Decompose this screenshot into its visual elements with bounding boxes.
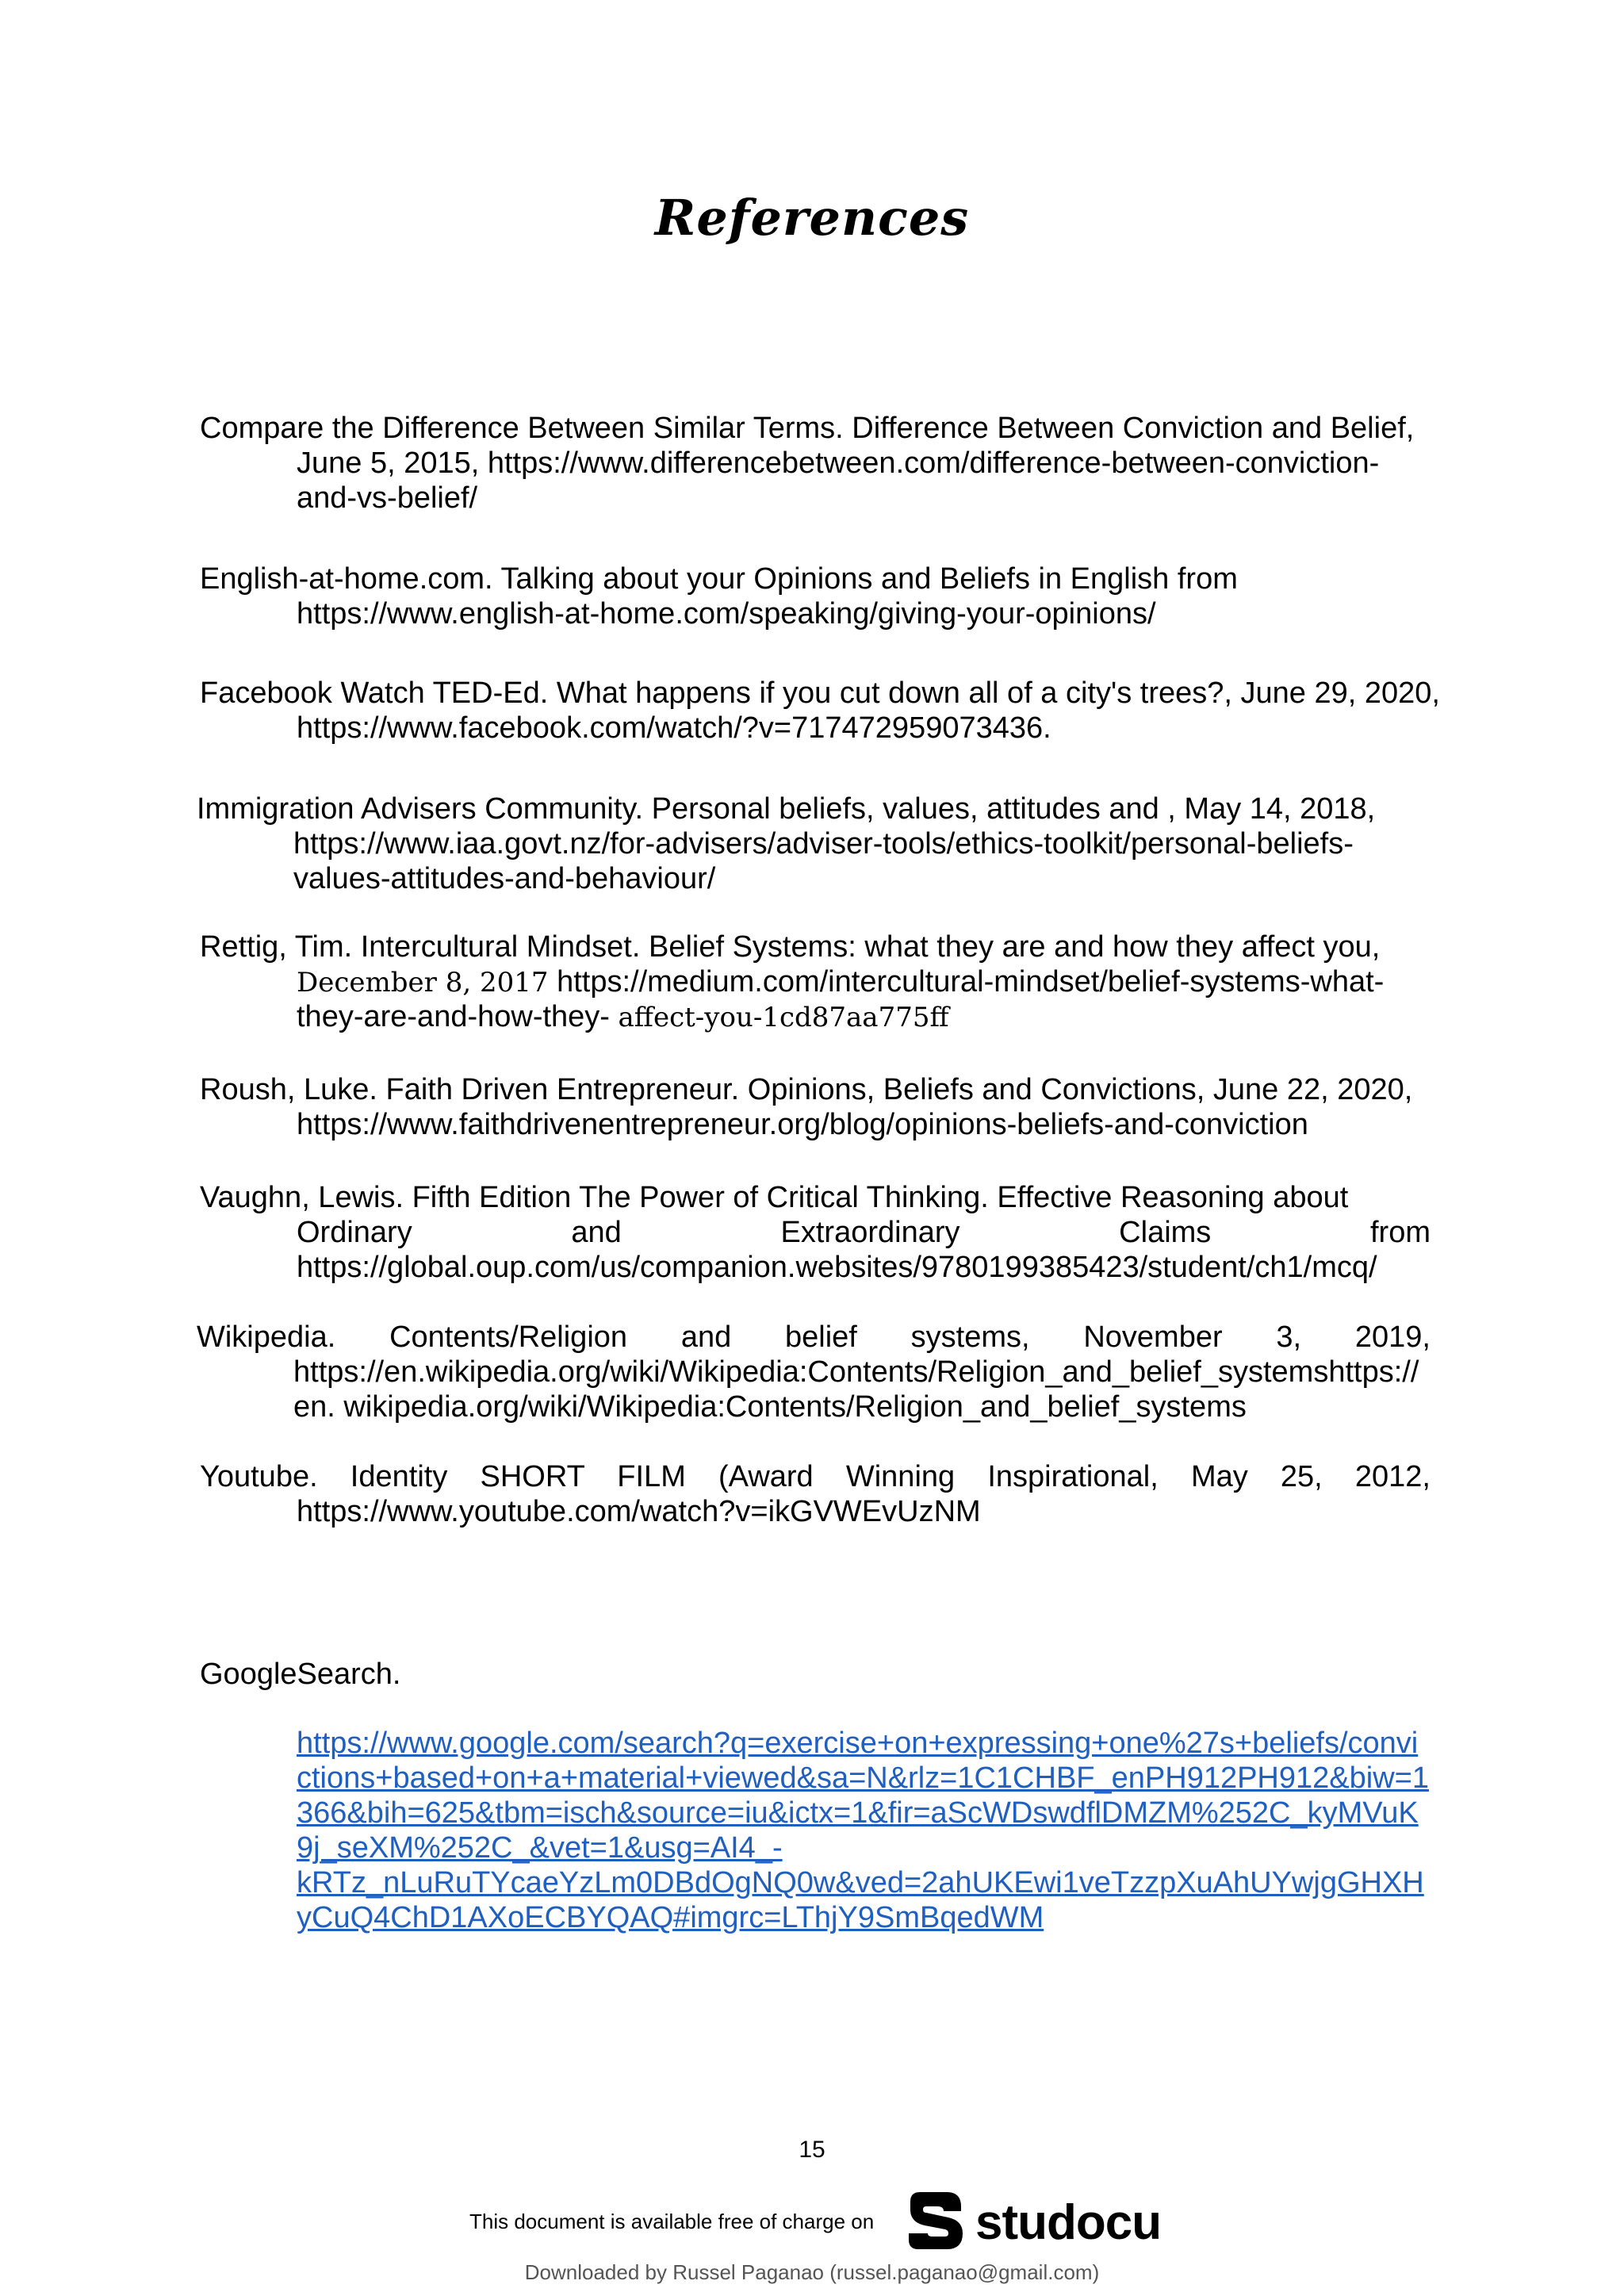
reference-line: https://www.facebook.com/watch/?v=717472959073436. [297,711,1051,745]
reference-line: https://global.oup.com/us/companion.websites/9780199385423/student/ch1/mcq/ [297,1251,1377,1284]
studocu-logo[interactable] [902,2187,1161,2258]
google-search-link[interactable] [297,1726,1431,1935]
reference-entry [200,411,1431,516]
reference-line: Immigration Advisers Community. Personal beliefs, values, attitudes and , May 14, 2018, [197,792,1376,826]
link-line[interactable]: kRTz_nLuRuTYcaeYzLm0DBdOgNQ0w&ved=2ahUKEwi1veTzzpXuAhUYwjgGHXH [297,1866,1424,1899]
reference-entry [200,676,1440,746]
reference-entry [200,930,1431,1034]
reference-line: Ordinary and Extraordinary Claims from [297,1216,1431,1249]
studocu-logo-icon [902,2187,969,2258]
reference-line: https://www.english-at-home.com/speaking/giving-your-opinions/ [297,597,1156,631]
reference-line: https://en.wikipedia.org/wiki/Wikipedia:Contents/Religion_and_belief_systemshttps:// [293,1355,1419,1389]
reference-line: https://www.faithdrivenentrepreneur.org/blog/opinions-beliefs-and-conviction [297,1108,1308,1141]
reference-line: Compare the Difference Between Similar Terms. Difference Between Conviction and Belief, [200,412,1415,445]
reference-url: https://medium.com/intercultural-mindset/belief-systems-what- [548,965,1385,999]
reference-line: https://www.youtube.com/watch?v=ikGVWEvUzNM [297,1495,981,1528]
reference-entry [200,1459,1431,1529]
reference-entry [197,1320,1431,1424]
reference-date: December 8, 2017 [297,967,549,999]
reference-line: Rettig, Tim. Intercultural Mindset. Belief Systems: what they are and how they affect you, [200,930,1381,964]
reference-line: Facebook Watch TED-Ed. What happens if you cut down all of a city's trees?, June 29, 2020, [200,677,1440,710]
reference-url-tail: affect-you-1cd87aa775ff [618,1002,949,1033]
google-search-label: GoogleSearch. [200,1658,401,1691]
reference-line [200,964,1431,999]
link-line[interactable]: 9j_seXM%252C_&vet=1&usg=AI4_- [297,1831,783,1865]
reference-line: Wikipedia. Contents/Religion and belief systems, November 3, 2019, [197,1320,1431,1354]
reference-line: Roush, Luke. Faith Driven Entrepreneur. Opinions, Beliefs and Convictions, June 22, 2020, [200,1073,1413,1106]
reference-line: Youtube. Identity SHORT FILM (Award Winning Inspirational, May 25, 2012, [200,1460,1431,1493]
studocu-wordmark: studocu [975,2195,1162,2250]
page-number: 15 [799,2137,825,2163]
reference-line: Vaughn, Lewis. Fifth Edition The Power of Critical Thinking. Effective Reasoning about [200,1181,1349,1214]
reference-line [200,999,1431,1034]
link-line[interactable]: https://www.google.com/search?q=exercise+on+expressing+one%27s+beliefs/convi [297,1727,1419,1760]
reference-line: en. wikipedia.org/wiki/Wikipedia:Contents/Religion_and_belief_systems [293,1390,1247,1424]
download-notice: Downloaded by Russel Paganao (russel.paganao@gmail.com) [524,2260,1100,2284]
link-line[interactable]: ctions+based+on+a+material+viewed&sa=N&rlz=1C1CHBF_enPH912PH912&biw=1 [297,1761,1429,1795]
reference-line: and-vs-belief/ [297,481,478,515]
reference-entry [197,792,1427,896]
page-title: References [654,189,970,247]
reference-line: English-at-home.com. Talking about your Opinions and Beliefs in English from [200,562,1238,596]
reference-entry [200,562,1431,631]
reference-line: June 5, 2015, https://www.differencebetween.com/difference-between-conviction- [297,447,1380,480]
link-line[interactable]: 366&bih=625&tbm=isch&source=iu&ictx=1&fir=aScWDswdflDMZM%252C_kyMVuK [297,1796,1419,1830]
reference-line: values-attitudes-and-behaviour/ [293,862,716,895]
reference-url: they-are-and-how-they- [297,1000,619,1033]
reference-entry [200,1072,1431,1142]
reference-entry [200,1180,1431,1285]
link-line[interactable]: yCuQ4ChD1AXoECBYQAQ#imgrc=LThjY9SmBqedWM [297,1901,1044,1934]
availability-notice: This document is available free of charge on [469,2210,875,2233]
reference-line: https://www.iaa.govt.nz/for-advisers/adviser-tools/ethics-toolkit/personal-beliefs- [293,827,1354,861]
